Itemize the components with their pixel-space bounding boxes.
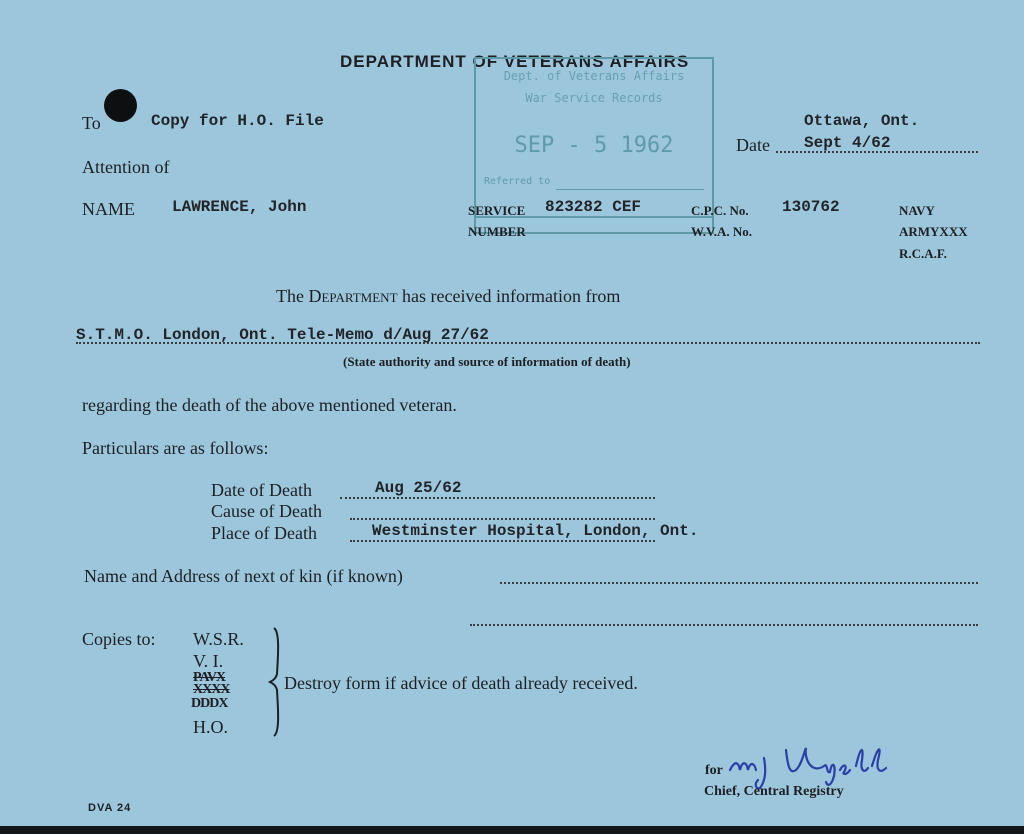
- death-cause-line: [350, 518, 655, 520]
- service-label: SERVICE: [468, 203, 526, 218]
- particulars-heading: Particulars are as follows:: [82, 438, 269, 458]
- copy-ho: H.O.: [193, 717, 228, 737]
- stamp-date: SEP - 5 1962: [514, 133, 674, 158]
- copy-vi: V. I.: [193, 651, 224, 671]
- branch-army: ARMYXXX: [899, 224, 968, 239]
- info-intro: [276, 286, 620, 307]
- branch-navy: NAVY: [899, 203, 935, 218]
- name-value: LAWRENCE, John: [172, 198, 307, 216]
- date-value: Sept 4/62: [804, 134, 891, 152]
- branch-rcaf: R.C.A.F.: [899, 246, 947, 261]
- to-label: To: [82, 113, 101, 133]
- death-date-value: Aug 25/62: [375, 479, 462, 497]
- stamp-referred-label: Referred to: [484, 176, 551, 187]
- name-label: NAME: [82, 199, 135, 219]
- copy-wsr: W.S.R.: [193, 629, 244, 649]
- signature-for-label: for: [705, 763, 723, 778]
- kin-label: Name and Address of next of kin (if known): [84, 566, 403, 586]
- signature-title: Chief, Central Registry: [704, 784, 844, 799]
- date-label: Date: [736, 135, 770, 155]
- death-date-label: Date of Death: [211, 480, 312, 500]
- death-place-label: Place of Death: [211, 523, 317, 543]
- attention-label: Attention of: [82, 157, 170, 177]
- service-number-value: 823282 CEF: [545, 198, 642, 216]
- info-intro-pre: The: [276, 286, 309, 306]
- stamp-referred-line: [556, 189, 704, 190]
- stamp-office: War Service Records: [525, 91, 663, 105]
- punch-hole: [104, 89, 137, 122]
- death-cause-label: Cause of Death: [211, 501, 322, 521]
- death-place-value: Westminster Hospital, London, Ont.: [372, 522, 699, 540]
- service-number-label: NUMBER: [468, 224, 526, 239]
- wva-label: W.V.A. No.: [691, 224, 753, 239]
- department-heading: DEPARTMENT OF VETERANS AFFAIRS: [340, 52, 690, 71]
- cpc-label: C.P.C. No.: [691, 203, 749, 218]
- cpc-value: 130762: [782, 198, 840, 216]
- place-value: Ottawa, Ont.: [804, 112, 920, 130]
- kin-line-1: [500, 582, 978, 584]
- destroy-note: Destroy form if advice of death already received.: [284, 673, 638, 693]
- death-date-line: [340, 497, 655, 499]
- form-number: DVA 24: [88, 802, 132, 814]
- regarding-text: regarding the death of the above mentioned veteran.: [82, 395, 457, 415]
- copy-struck-1: PAVX: [193, 670, 226, 685]
- source-value: S.T.M.O. London, Ont. Tele-Memo d/Aug 27/62: [76, 326, 489, 344]
- death-place-line: [350, 540, 655, 542]
- kin-line-2: [470, 624, 978, 626]
- copy-struck-3: DDDX: [191, 696, 228, 711]
- stamp-department: Dept. of Veterans Affairs: [503, 69, 685, 83]
- source-caption: (State authority and source of information of death): [343, 354, 631, 369]
- info-intro-department: Department: [308, 286, 398, 306]
- copy-struck-2: XXXX: [193, 682, 230, 697]
- brace-icon: [266, 626, 286, 738]
- copies-label: Copies to:: [82, 629, 156, 649]
- info-intro-post: has received information from: [397, 286, 621, 306]
- to-value: Copy for H.O. File: [151, 112, 324, 130]
